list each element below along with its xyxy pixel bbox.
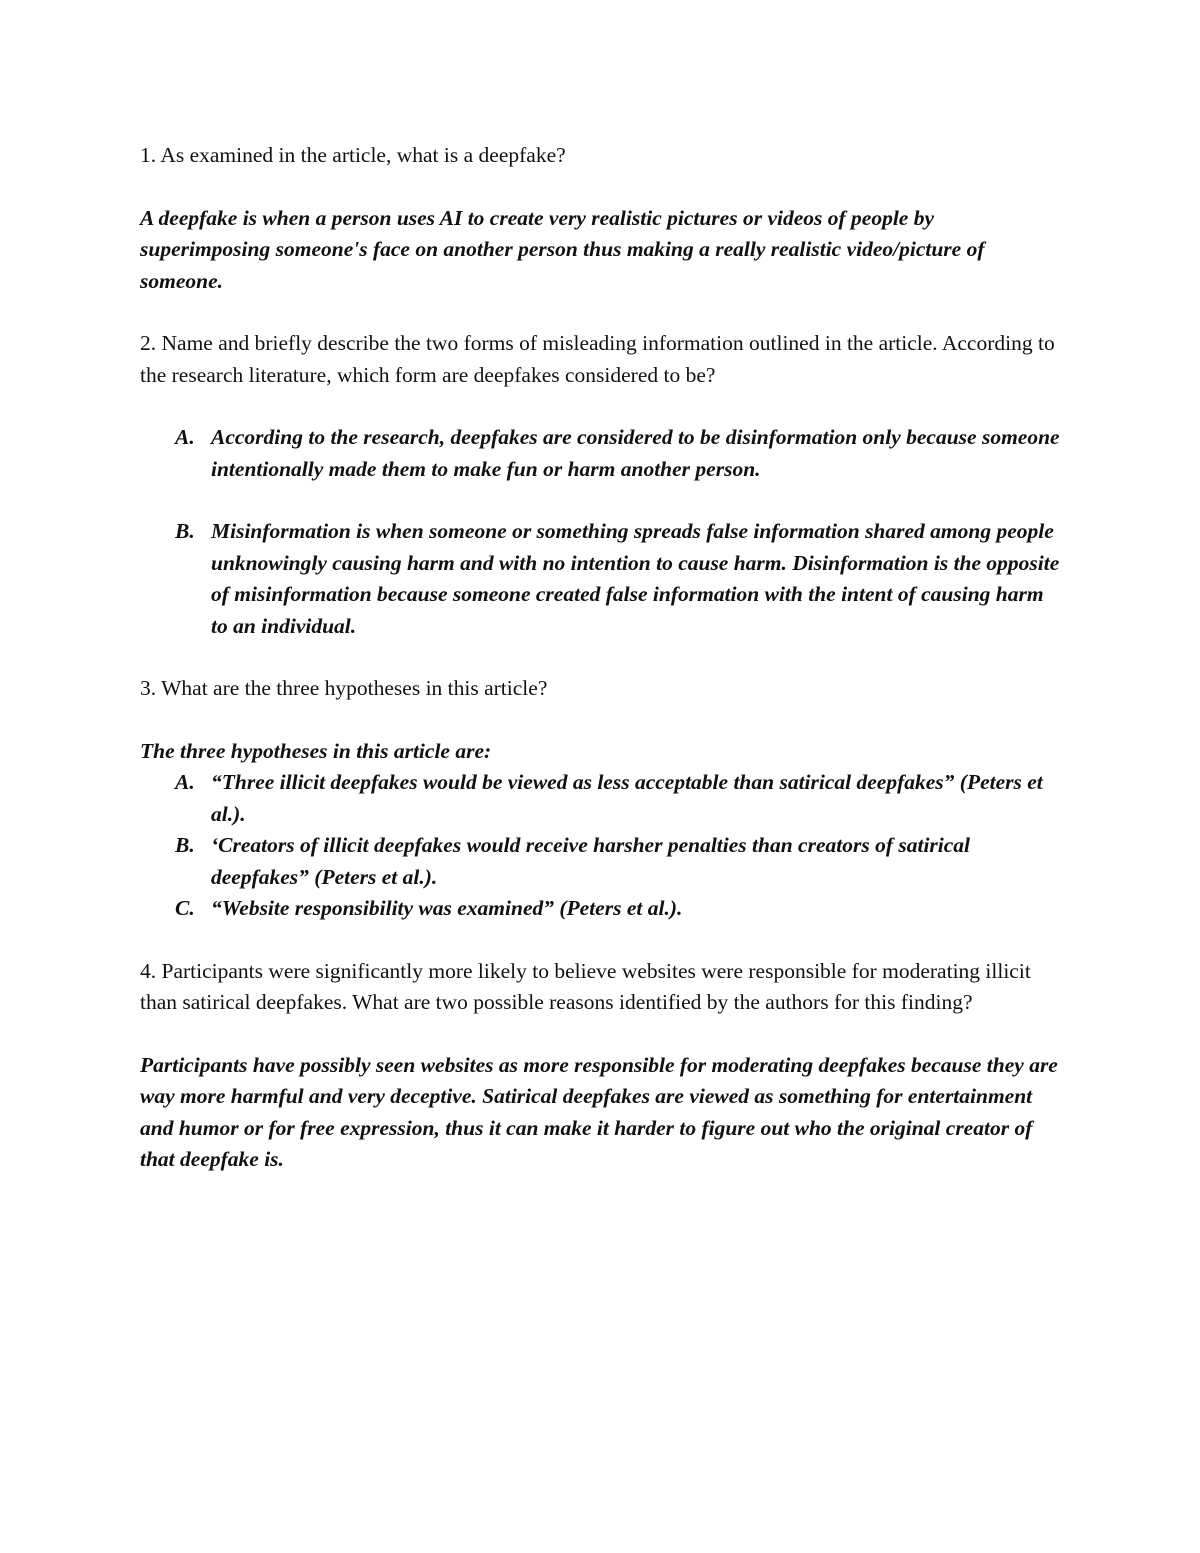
hypotheses-list <box>140 767 1060 925</box>
spacer <box>140 642 1060 673</box>
hypothesis-c <box>140 893 1060 925</box>
list-marker: A. <box>175 770 195 794</box>
spacer <box>140 172 1060 203</box>
answer-2-item-text: According to the research, deepfakes are considered to be disinformation only because someone intentionally made them to make fun or harm another person. <box>211 425 1060 481</box>
list-marker: A. <box>175 425 195 449</box>
question-3: 3. What are the three hypotheses in this article? <box>140 676 548 700</box>
answer-2-item-a <box>140 422 1060 485</box>
question-4: 4. Participants were significantly more likely to believe websites were responsible for moderating illicit than satirical deepfakes. What are two possible reasons identified by the authors for this finding? <box>140 958 1031 1014</box>
hypothesis-a <box>140 767 1060 830</box>
spacer <box>140 297 1060 328</box>
answer-4: Participants have possibly seen websites as more responsible for moderating deepfakes because they are way more harmful and very deceptive. Satirical deepfakes are viewed as something for entertainment and humor or for free expression, thus it can make it harder to figure out who the original creator of that deepfake is. <box>140 1052 1058 1171</box>
list-marker: B. <box>175 519 195 543</box>
list-marker: B. <box>175 833 195 857</box>
answer-2-item-b <box>140 516 1060 642</box>
list-marker: C. <box>175 896 195 920</box>
document-page <box>140 140 1060 1176</box>
answer-2-item-text: Misinformation is when someone or something spreads false information shared among people unknowingly causing harm and with no intention to cause harm. Disinformation is the opposite of misinformation because someone created false information with the intent of causing harm to an individual. <box>211 519 1060 638</box>
spacer <box>140 391 1060 422</box>
question-1: 1. As examined in the article, what is a deepfake? <box>140 143 566 167</box>
spacer <box>140 925 1060 956</box>
spacer <box>140 705 1060 736</box>
hypothesis-b <box>140 830 1060 893</box>
answer-2-list <box>140 422 1060 642</box>
answer-3-intro: The three hypotheses in this article are: <box>140 738 492 763</box>
hypothesis-text: ‘Creators of illicit deepfakes would receive harsher penalties than creators of satirical deepfakes” (Peters et al.). <box>211 833 971 889</box>
answer-1: A deepfake is when a person uses AI to create very realistic pictures or videos of people by superimposing someone's face on another person thus making a really realistic video/picture of someone. <box>140 205 985 293</box>
question-2: 2. Name and briefly describe the two forms of misleading information outlined in the article. According to the research literature, which form are deepfakes considered to be? <box>140 331 1055 387</box>
hypothesis-text: “Website responsibility was examined” (Peters et al.). <box>211 896 683 920</box>
hypothesis-text: “Three illicit deepfakes would be viewed as less acceptable than satirical deepfakes” (Peters et al.). <box>211 770 1043 826</box>
spacer <box>140 1019 1060 1050</box>
